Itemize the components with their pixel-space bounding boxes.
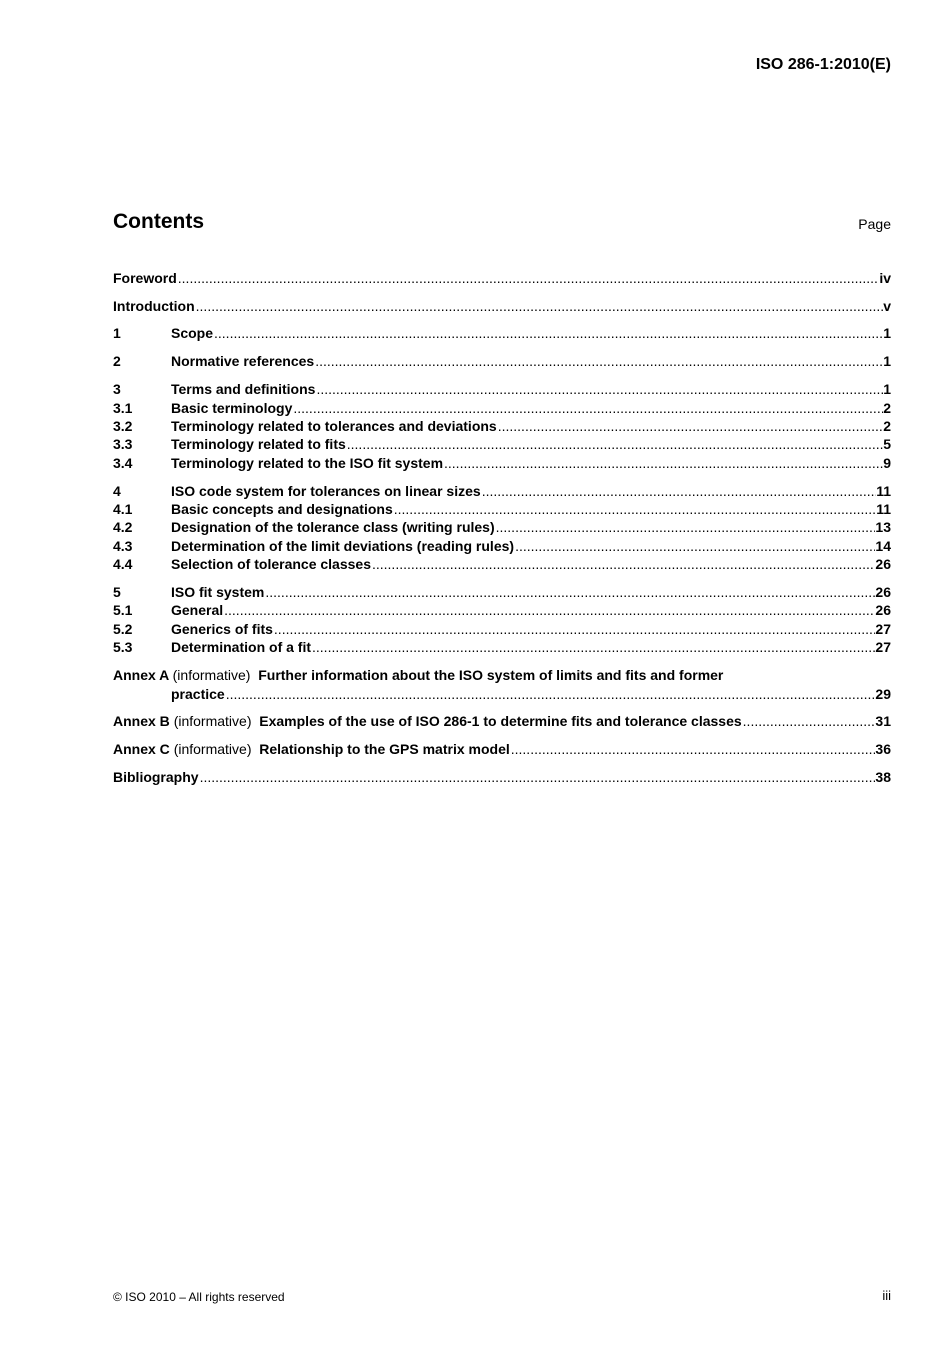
toc-title: Determination of the limit deviations (reading rules) bbox=[171, 538, 515, 554]
toc-entry-section-4-2[interactable] bbox=[113, 518, 891, 536]
toc-entry-section-4-1[interactable] bbox=[113, 500, 891, 518]
toc-entry-section-3-1[interactable] bbox=[113, 399, 891, 417]
toc-page: 5 bbox=[883, 436, 891, 452]
dot-leader bbox=[311, 638, 875, 656]
toc-number: 3.1 bbox=[113, 400, 133, 416]
dot-leader bbox=[514, 537, 875, 555]
dot-leader bbox=[510, 740, 876, 758]
toc-title: practice bbox=[171, 686, 225, 702]
toc-page: 26 bbox=[875, 584, 891, 600]
toc-entry-introduction[interactable] bbox=[113, 297, 891, 315]
dot-leader bbox=[292, 399, 883, 417]
dot-leader bbox=[315, 380, 883, 398]
toc-title: General bbox=[171, 602, 224, 618]
toc-title: Basic terminology bbox=[171, 400, 293, 416]
toc-number: 2 bbox=[113, 353, 121, 369]
toc-title: Generics of fits bbox=[171, 621, 273, 637]
toc-entry-annex-c[interactable] bbox=[113, 740, 891, 758]
toc-page: 13 bbox=[875, 519, 891, 535]
toc-entry-section-5[interactable] bbox=[113, 583, 891, 601]
toc-number: 1 bbox=[113, 325, 121, 341]
toc-title: Terms and definitions bbox=[171, 381, 316, 397]
dot-leader bbox=[223, 601, 875, 619]
toc-title: Terminology related to fits bbox=[171, 436, 346, 452]
toc-number: 4.1 bbox=[113, 501, 133, 517]
toc-entry-annex-b[interactable] bbox=[113, 712, 891, 730]
dot-leader bbox=[371, 555, 875, 573]
toc-entry-section-5-1[interactable] bbox=[113, 601, 891, 619]
toc-number: 3 bbox=[113, 381, 121, 397]
toc-title: Scope bbox=[171, 325, 214, 341]
toc-entry-annex-a-continuation[interactable] bbox=[113, 685, 891, 703]
copyright-notice: © ISO 2010 – All rights reserved bbox=[113, 1290, 285, 1304]
toc-entry-section-1[interactable] bbox=[113, 324, 891, 342]
dot-leader bbox=[742, 712, 876, 730]
toc-title: Designation of the tolerance class (writing rules) bbox=[171, 519, 495, 535]
toc-page: 2 bbox=[883, 418, 891, 434]
toc-entry-foreword[interactable] bbox=[113, 269, 891, 287]
page-column-label: Page bbox=[858, 216, 891, 232]
toc-page: 11 bbox=[876, 483, 891, 499]
dot-leader bbox=[264, 583, 875, 601]
toc-entry-section-5-2[interactable] bbox=[113, 620, 891, 638]
toc-number: 3.4 bbox=[113, 455, 133, 471]
toc-entry-section-3[interactable] bbox=[113, 380, 891, 398]
toc-title: Terminology related to the ISO fit system bbox=[171, 455, 444, 471]
toc-entry-section-4[interactable] bbox=[113, 482, 891, 500]
dot-leader bbox=[393, 500, 876, 518]
annex-type: (informative) bbox=[173, 713, 252, 729]
toc-title: Selection of tolerance classes bbox=[171, 556, 371, 572]
toc-number: 4.4 bbox=[113, 556, 133, 572]
toc-title: ISO fit system bbox=[171, 584, 265, 600]
dot-leader bbox=[481, 482, 877, 500]
dot-leader bbox=[213, 324, 883, 342]
toc-page: 29 bbox=[875, 686, 891, 702]
toc-number: 4.3 bbox=[113, 538, 133, 554]
toc-page: 1 bbox=[883, 353, 891, 369]
toc-entry-section-2[interactable] bbox=[113, 352, 891, 370]
toc-page: 27 bbox=[875, 639, 891, 655]
toc-title: Determination of a fit bbox=[171, 639, 312, 655]
dot-leader bbox=[199, 768, 876, 786]
annex-label: Annex C bbox=[113, 741, 170, 757]
toc-title: ISO code system for tolerances on linear sizes bbox=[171, 483, 481, 499]
toc-page: 1 bbox=[883, 325, 891, 341]
toc-title: Introduction bbox=[113, 298, 195, 314]
dot-leader bbox=[443, 454, 883, 472]
document-id: ISO 286-1:2010(E) bbox=[755, 56, 891, 73]
toc-entry-section-4-3[interactable] bbox=[113, 537, 891, 555]
dot-leader bbox=[195, 297, 884, 315]
toc-title: Normative references bbox=[171, 353, 315, 369]
annex-label: Annex A bbox=[113, 667, 169, 683]
toc-page: 26 bbox=[875, 602, 891, 618]
toc-number: 5.3 bbox=[113, 639, 133, 655]
annex-type: (informative) bbox=[173, 741, 252, 757]
toc-page: 27 bbox=[875, 621, 891, 637]
dot-leader bbox=[314, 352, 883, 370]
toc-title: Examples of the use of ISO 286-1 to determine fits and tolerance classes bbox=[259, 713, 742, 729]
toc-entry-section-3-3[interactable] bbox=[113, 435, 891, 453]
toc-page: 1 bbox=[883, 381, 891, 397]
toc-page: 31 bbox=[875, 713, 891, 729]
dot-leader bbox=[346, 435, 883, 453]
toc-number: 5 bbox=[113, 584, 121, 600]
dot-leader bbox=[497, 417, 883, 435]
toc-entry-section-3-4[interactable] bbox=[113, 454, 891, 472]
toc-page: 36 bbox=[875, 741, 891, 757]
annex-type: (informative) bbox=[172, 667, 251, 683]
toc-page: iv bbox=[879, 270, 891, 286]
toc-page: 38 bbox=[875, 769, 891, 785]
page-number: iii bbox=[882, 1288, 891, 1303]
toc-page: 26 bbox=[875, 556, 891, 572]
dot-leader bbox=[177, 269, 880, 287]
toc-entry-annex-a[interactable] bbox=[113, 666, 723, 684]
toc-page: 11 bbox=[876, 501, 891, 517]
toc-number: 5.1 bbox=[113, 602, 133, 618]
toc-number: 3.3 bbox=[113, 436, 133, 452]
toc-title: Foreword bbox=[113, 270, 177, 286]
toc-title: Basic concepts and designations bbox=[171, 501, 393, 517]
contents-heading: Contents bbox=[113, 210, 204, 233]
dot-leader bbox=[495, 518, 876, 536]
toc-entry-section-4-4[interactable] bbox=[113, 555, 891, 573]
annex-label: Annex B bbox=[113, 713, 170, 729]
toc-number: 5.2 bbox=[113, 621, 133, 637]
toc-number: 3.2 bbox=[113, 418, 133, 434]
toc-number: 4.2 bbox=[113, 519, 133, 535]
toc-title: Bibliography bbox=[113, 769, 199, 785]
toc-page: 9 bbox=[883, 455, 891, 471]
toc-title: Further information about the ISO system of limits and fits and former bbox=[258, 667, 724, 683]
toc-page: v bbox=[883, 298, 891, 314]
toc-number: 4 bbox=[113, 483, 121, 499]
toc-entry-section-3-2[interactable] bbox=[113, 417, 891, 435]
toc-title: Terminology related to tolerances and deviations bbox=[171, 418, 497, 434]
dot-leader bbox=[225, 685, 876, 703]
dot-leader bbox=[273, 620, 876, 638]
toc-entry-section-5-3[interactable] bbox=[113, 638, 891, 656]
toc-page: 14 bbox=[875, 538, 891, 554]
toc-title: Relationship to the GPS matrix model bbox=[259, 741, 510, 757]
toc-entry-bibliography[interactable] bbox=[113, 768, 891, 786]
toc-page: 2 bbox=[883, 400, 891, 416]
